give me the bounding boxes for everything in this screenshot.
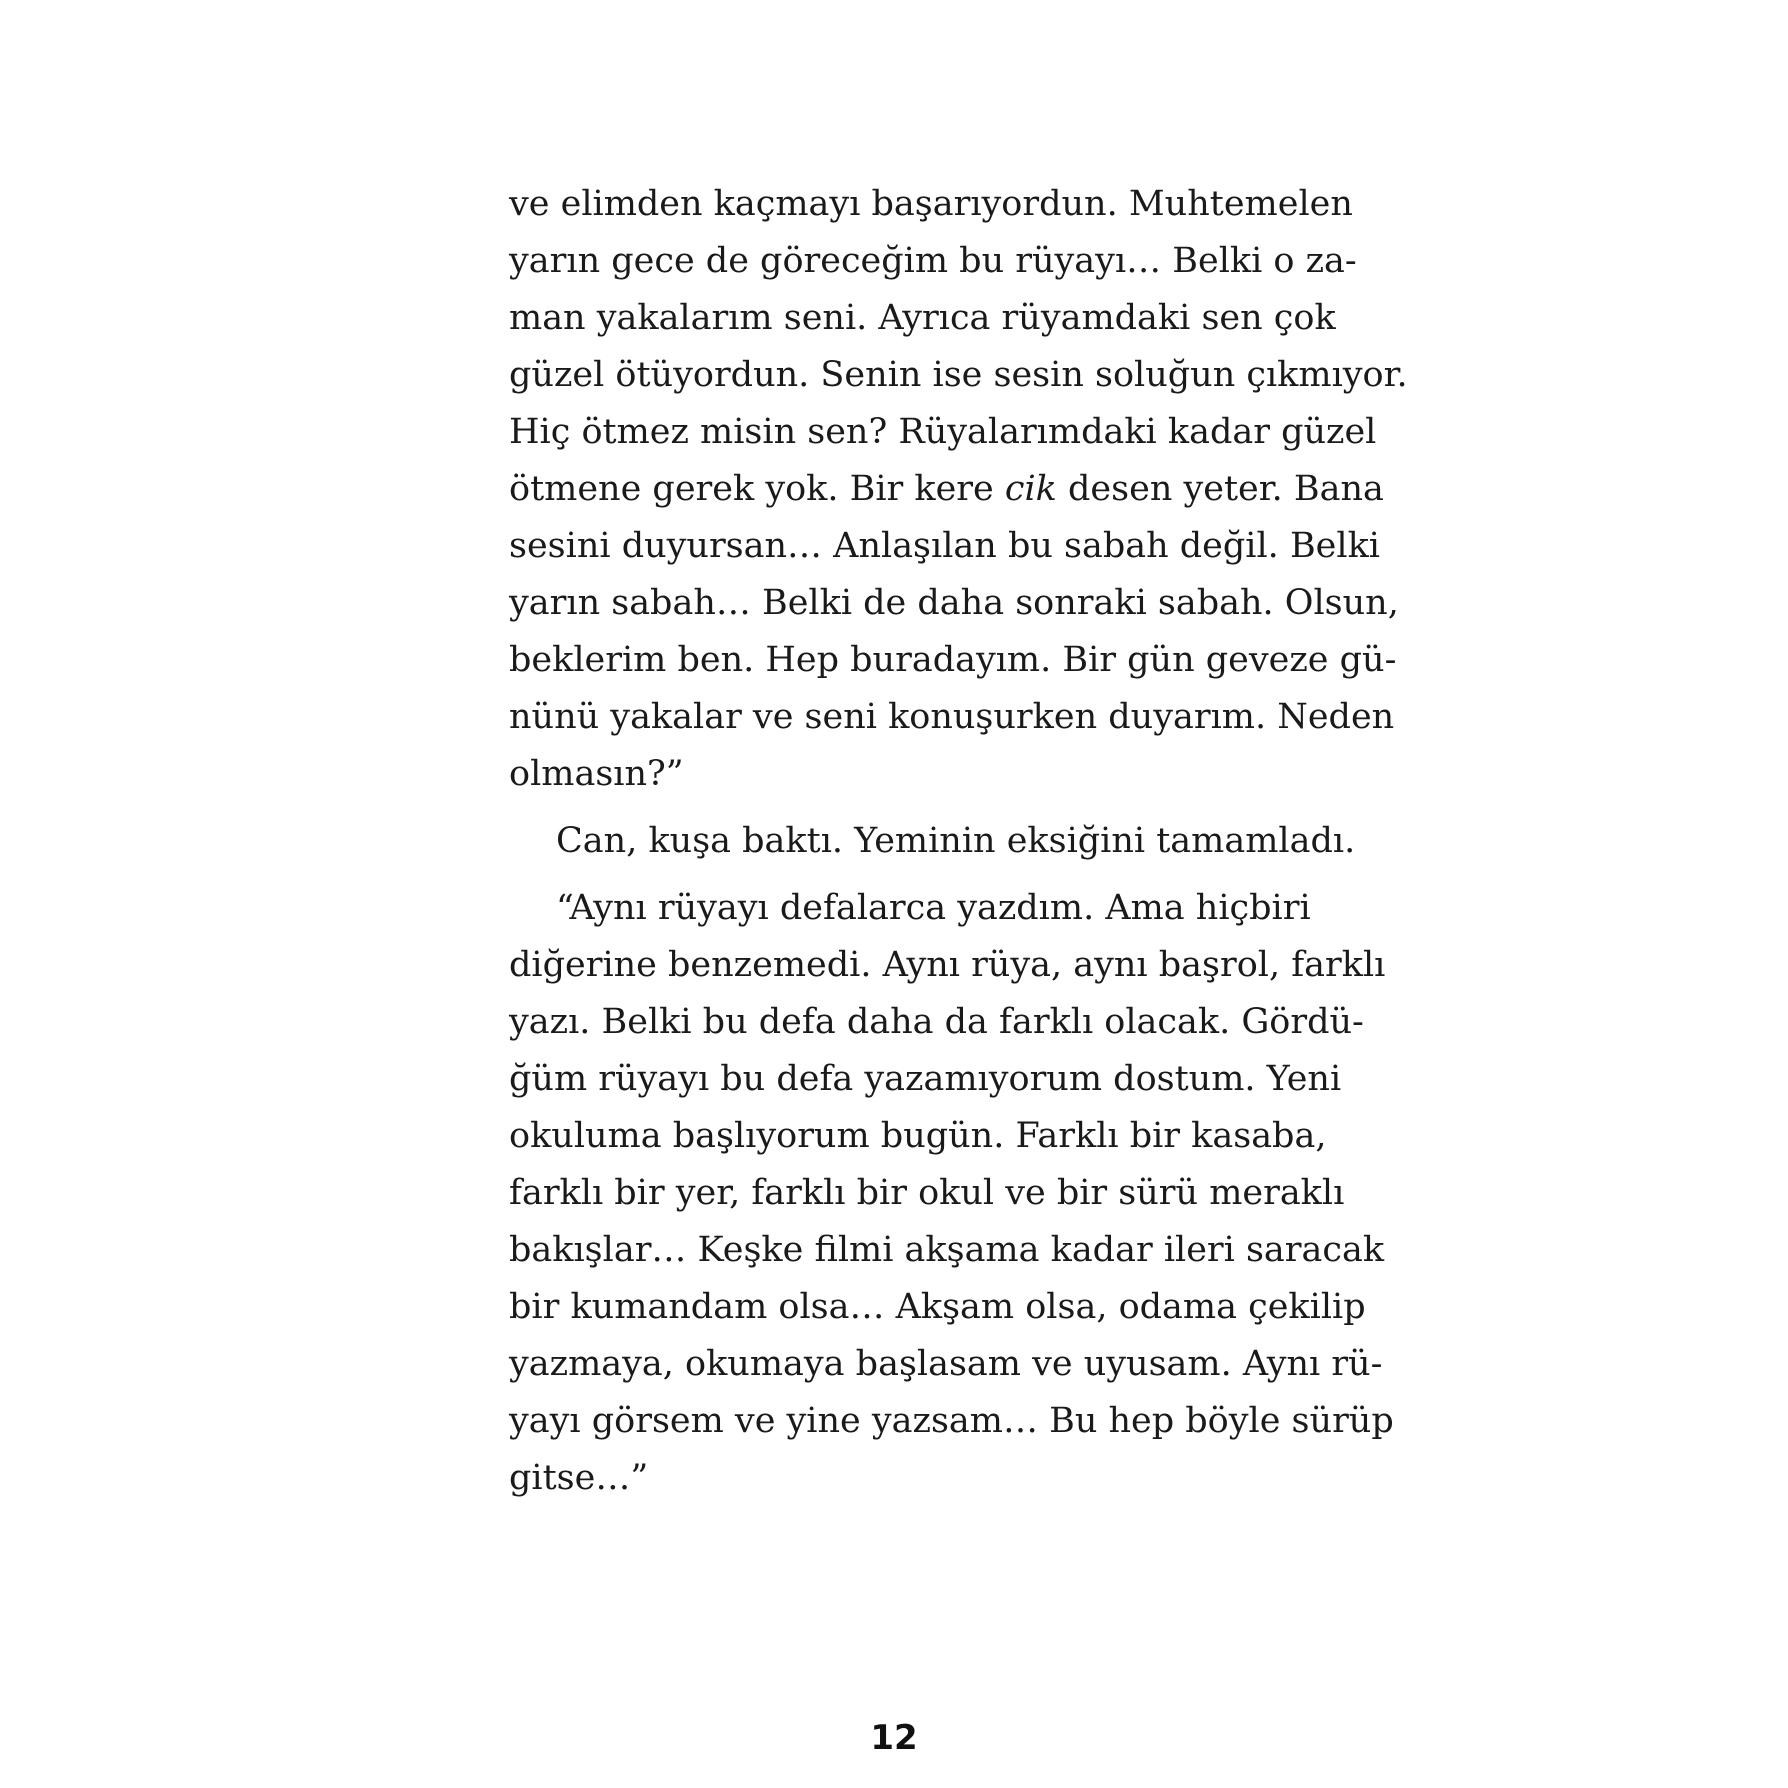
text-segment: desen yeter. Bana	[1056, 469, 1384, 509]
text-line-with-italic	[509, 461, 1384, 518]
text-line: ğüm rüyayı bu defa yazamıyorum dostum. Yeni	[509, 1059, 1342, 1099]
text-line: Hiç ötmez misin sen? Rüyalarımdaki kadar güzel	[509, 412, 1377, 452]
text-line: nünü yakalar ve seni konuşurken duyarım. Neden	[509, 697, 1395, 737]
text-line: ve elimden kaçmayı başarıyordun. Muhtemelen	[509, 184, 1353, 224]
text-line: yarın sabah… Belki de daha sonraki sabah. Olsun,	[509, 583, 1399, 623]
text-line: man yakalarım seni. Ayrıca rüyamdaki sen çok	[509, 298, 1336, 338]
text-line: bir kumandam olsa… Akşam olsa, odama çekilip	[509, 1287, 1366, 1327]
text-line: bakışlar… Keşke filmi akşama kadar ileri saracak	[509, 1230, 1385, 1270]
text-line: yazı. Belki bu defa daha da farklı olacak. Gördü-	[509, 1002, 1364, 1042]
text-line: gitse…”	[509, 1458, 649, 1498]
paragraph-first-line: “Aynı rüyayı defalarca yazdım. Ama hiçbiri	[556, 888, 1311, 928]
text-line: yarın gece de göreceğim bu rüyayı… Belki o za-	[509, 241, 1357, 281]
text-line: okuluma başlıyorum bugün. Farklı bir kasaba,	[509, 1116, 1327, 1156]
text-segment: ötmene gerek yok. Bir kere	[509, 469, 1005, 509]
text-line: sesini duyursan… Anlaşılan bu sabah değil. Belki	[509, 526, 1380, 566]
text-line: farklı bir yer, farklı bir okul ve bir sürü meraklı	[509, 1173, 1345, 1213]
page-number: 12	[870, 1718, 918, 1758]
text-line: beklerim ben. Hep buradayım. Bir gün geveze gü-	[509, 640, 1397, 680]
text-line: yayı görsem ve yine yazsam… Bu hep böyle sürüp	[509, 1401, 1394, 1441]
text-line: olmasın?”	[509, 754, 684, 794]
paragraph-first-line: Can, kuşa baktı. Yeminin eksiğini tamamladı.	[556, 821, 1356, 861]
text-line: diğerine benzemedi. Aynı rüya, aynı başrol, farklı	[509, 945, 1386, 985]
text-line: yazmaya, okumaya başlasam ve uyusam. Aynı rü-	[509, 1344, 1383, 1384]
text-line: güzel ötüyordun. Senin ise sesin soluğun çıkmıyor.	[509, 355, 1408, 395]
book-page-text	[509, 176, 1408, 1507]
italic-word: cik	[1004, 469, 1057, 509]
